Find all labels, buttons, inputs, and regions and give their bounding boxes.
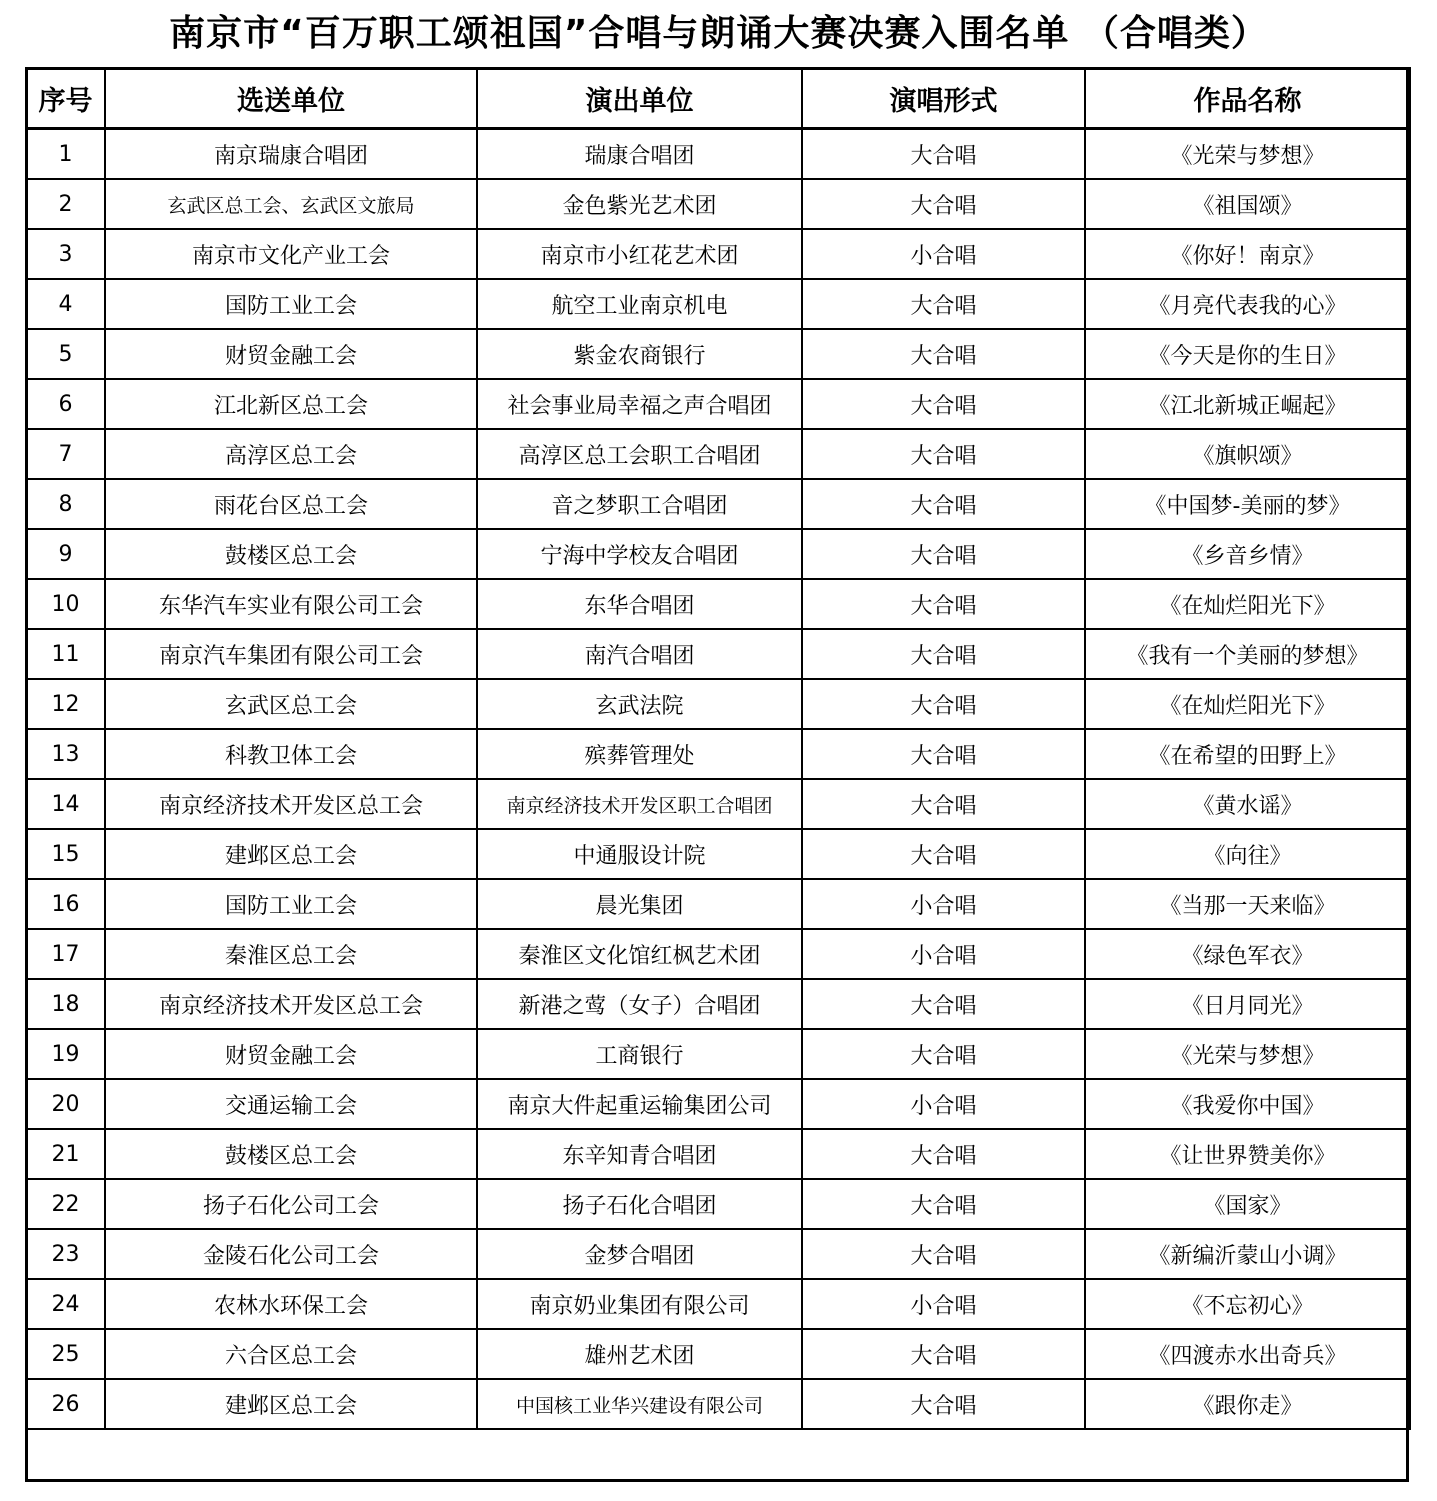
cell-work-title: 《祖国颂》 — [1085, 179, 1410, 229]
cell-submitting-unit: 雨花台区总工会 — [105, 479, 477, 529]
cell-index: 25 — [26, 1329, 105, 1379]
cell-performance-form: 大合唱 — [802, 1329, 1085, 1379]
cell-performing-unit: 秦淮区文化馆红枫艺术团 — [477, 929, 802, 979]
cell-index: 18 — [26, 979, 105, 1029]
header-performance-form: 演唱形式 — [802, 68, 1085, 129]
cell-work-title: 《黄水谣》 — [1085, 779, 1410, 829]
cell-performance-form: 大合唱 — [802, 179, 1085, 229]
table-row — [26, 1329, 1410, 1379]
cell-submitting-unit: 南京汽车集团有限公司工会 — [105, 629, 477, 679]
table-row — [26, 229, 1410, 279]
cell-work-title: 《新编沂蒙山小调》 — [1085, 1229, 1410, 1279]
cell-performing-unit: 南京市小红花艺术团 — [477, 229, 802, 279]
cell-performing-unit: 殡葬管理处 — [477, 729, 802, 779]
cell-performance-form: 大合唱 — [802, 1129, 1085, 1179]
cell-performing-unit: 玄武法院 — [477, 679, 802, 729]
cell-index: 8 — [26, 479, 105, 529]
cell-submitting-unit: 玄武区总工会 — [105, 679, 477, 729]
table-row — [26, 1029, 1410, 1079]
document-title: 南京市“百万职工颂祖国”合唱与朗诵大赛决赛入围名单 （合唱类） — [169, 13, 1268, 54]
cell-index: 5 — [26, 329, 105, 379]
cell-work-title: 《江北新城正崛起》 — [1085, 379, 1410, 429]
cell-performing-unit: 音之梦职工合唱团 — [477, 479, 802, 529]
cell-performing-unit: 瑞康合唱团 — [477, 129, 802, 180]
cell-work-title: 《日月同光》 — [1085, 979, 1410, 1029]
table-row — [26, 129, 1410, 180]
cell-performance-form: 小合唱 — [802, 1079, 1085, 1129]
cell-performance-form: 大合唱 — [802, 1029, 1085, 1079]
cell-work-title: 《乡音乡情》 — [1085, 529, 1410, 579]
cell-performing-unit: 紫金农商银行 — [477, 329, 802, 379]
cell-index: 26 — [26, 1379, 105, 1429]
cell-index: 3 — [26, 229, 105, 279]
table-row — [26, 1079, 1410, 1129]
cell-work-title: 《绿色军衣》 — [1085, 929, 1410, 979]
cell-index: 20 — [26, 1079, 105, 1129]
cell-submitting-unit: 交通运输工会 — [105, 1079, 477, 1129]
cell-performing-unit: 新港之莺（女子）合唱团 — [477, 979, 802, 1029]
table-row — [26, 879, 1410, 929]
cell-index: 24 — [26, 1279, 105, 1329]
cell-submitting-unit: 农林水环保工会 — [105, 1279, 477, 1329]
cell-work-title: 《在希望的田野上》 — [1085, 729, 1410, 779]
header-work-title: 作品名称 — [1085, 68, 1410, 129]
table-row — [26, 829, 1410, 879]
header-index: 序号 — [26, 68, 105, 129]
table-row — [26, 529, 1410, 579]
cell-index: 4 — [26, 279, 105, 329]
cell-performance-form: 大合唱 — [802, 979, 1085, 1029]
table-row — [26, 679, 1410, 729]
cell-index: 2 — [26, 179, 105, 229]
table-body — [26, 129, 1410, 1430]
header-submitting-unit: 选送单位 — [105, 68, 477, 129]
header-performing-unit: 演出单位 — [477, 68, 802, 129]
cell-index: 7 — [26, 429, 105, 479]
cell-work-title: 《旗帜颂》 — [1085, 429, 1410, 479]
cell-submitting-unit: 六合区总工会 — [105, 1329, 477, 1379]
cell-performance-form: 大合唱 — [802, 379, 1085, 429]
cell-performance-form: 大合唱 — [802, 479, 1085, 529]
cell-index: 15 — [26, 829, 105, 879]
cell-performing-unit: 南汽合唱团 — [477, 629, 802, 679]
table-row — [26, 1229, 1410, 1279]
cell-performing-unit: 高淳区总工会职工合唱团 — [477, 429, 802, 479]
table-row — [26, 329, 1410, 379]
cell-work-title: 《国家》 — [1085, 1179, 1410, 1229]
cell-performance-form: 大合唱 — [802, 679, 1085, 729]
cell-submitting-unit: 财贸金融工会 — [105, 329, 477, 379]
table-row — [26, 1129, 1410, 1179]
cell-work-title: 《光荣与梦想》 — [1085, 1029, 1410, 1079]
table-row — [26, 179, 1410, 229]
cell-performing-unit: 金色紫光艺术团 — [477, 179, 802, 229]
cell-submitting-unit: 财贸金融工会 — [105, 1029, 477, 1079]
cell-performing-unit: 南京大件起重运输集团公司 — [477, 1079, 802, 1129]
cell-performing-unit: 中通服设计院 — [477, 829, 802, 879]
cell-index: 6 — [26, 379, 105, 429]
cell-index: 1 — [26, 129, 105, 180]
table-row — [26, 279, 1410, 329]
cell-performing-unit: 中国核工业华兴建设有限公司 — [477, 1379, 802, 1429]
table-row — [26, 979, 1410, 1029]
cell-submitting-unit: 东华汽车实业有限公司工会 — [105, 579, 477, 629]
cell-submitting-unit: 鼓楼区总工会 — [105, 529, 477, 579]
cell-performance-form: 大合唱 — [802, 579, 1085, 629]
cell-performing-unit: 工商银行 — [477, 1029, 802, 1079]
cell-index: 17 — [26, 929, 105, 979]
cell-performing-unit: 雄州艺术团 — [477, 1329, 802, 1379]
cell-index: 12 — [26, 679, 105, 729]
cell-work-title: 《在灿烂阳光下》 — [1085, 679, 1410, 729]
cell-submitting-unit: 国防工业工会 — [105, 879, 477, 929]
cell-work-title: 《跟你走》 — [1085, 1379, 1410, 1429]
cell-work-title: 《让世界赞美你》 — [1085, 1129, 1410, 1179]
cell-submitting-unit: 国防工业工会 — [105, 279, 477, 329]
table-row — [26, 1279, 1410, 1329]
cell-submitting-unit: 建邺区总工会 — [105, 1379, 477, 1429]
cell-work-title: 《今天是你的生日》 — [1085, 329, 1410, 379]
cell-performance-form: 小合唱 — [802, 229, 1085, 279]
cell-performing-unit: 南京经济技术开发区职工合唱团 — [477, 779, 802, 829]
table-row — [26, 479, 1410, 529]
cell-performance-form: 大合唱 — [802, 529, 1085, 579]
table-row — [26, 1379, 1410, 1429]
finalist-table — [25, 67, 1411, 1430]
cell-submitting-unit: 建邺区总工会 — [105, 829, 477, 879]
cell-performance-form: 大合唱 — [802, 279, 1085, 329]
cell-performance-form: 小合唱 — [802, 879, 1085, 929]
cell-performance-form: 大合唱 — [802, 1179, 1085, 1229]
cell-performance-form: 大合唱 — [802, 779, 1085, 829]
cell-work-title: 《我爱你中国》 — [1085, 1079, 1410, 1129]
cell-performance-form: 大合唱 — [802, 329, 1085, 379]
cell-work-title: 《不忘初心》 — [1085, 1279, 1410, 1329]
cell-work-title: 《当那一天来临》 — [1085, 879, 1410, 929]
cell-performing-unit: 东华合唱团 — [477, 579, 802, 629]
cell-submitting-unit: 科教卫体工会 — [105, 729, 477, 779]
cell-submitting-unit: 南京经济技术开发区总工会 — [105, 979, 477, 1029]
cell-performance-form: 大合唱 — [802, 729, 1085, 779]
table-row — [26, 429, 1410, 479]
cell-performance-form: 大合唱 — [802, 829, 1085, 879]
cell-submitting-unit: 鼓楼区总工会 — [105, 1129, 477, 1179]
cell-performance-form: 小合唱 — [802, 929, 1085, 979]
cell-work-title: 《四渡赤水出奇兵》 — [1085, 1329, 1410, 1379]
cell-index: 11 — [26, 629, 105, 679]
cell-performing-unit: 航空工业南京机电 — [477, 279, 802, 329]
cell-submitting-unit: 秦淮区总工会 — [105, 929, 477, 979]
cell-performing-unit: 社会事业局幸福之声合唱团 — [477, 379, 802, 429]
table-row — [26, 579, 1410, 629]
cell-work-title: 《我有一个美丽的梦想》 — [1085, 629, 1410, 679]
table-row — [26, 1179, 1410, 1229]
cell-work-title: 《在灿烂阳光下》 — [1085, 579, 1410, 629]
cell-index: 19 — [26, 1029, 105, 1079]
cell-index: 21 — [26, 1129, 105, 1179]
table-row — [26, 929, 1410, 979]
cell-performing-unit: 晨光集团 — [477, 879, 802, 929]
cell-submitting-unit: 金陵石化公司工会 — [105, 1229, 477, 1279]
cell-performing-unit: 宁海中学校友合唱团 — [477, 529, 802, 579]
cell-submitting-unit: 江北新区总工会 — [105, 379, 477, 429]
table-row — [26, 629, 1410, 679]
cell-index: 22 — [26, 1179, 105, 1229]
cell-work-title: 《月亮代表我的心》 — [1085, 279, 1410, 329]
cell-performance-form: 大合唱 — [802, 1229, 1085, 1279]
cell-work-title: 《你好！南京》 — [1085, 229, 1410, 279]
table-header-row — [26, 68, 1410, 129]
cell-performing-unit: 金梦合唱团 — [477, 1229, 802, 1279]
cell-submitting-unit: 南京瑞康合唱团 — [105, 129, 477, 180]
cell-index: 13 — [26, 729, 105, 779]
table-row — [26, 729, 1410, 779]
cell-work-title: 《光荣与梦想》 — [1085, 129, 1410, 180]
table-row — [26, 379, 1410, 429]
cell-index: 16 — [26, 879, 105, 929]
cell-submitting-unit: 高淳区总工会 — [105, 429, 477, 479]
cell-performance-form: 大合唱 — [802, 1379, 1085, 1429]
cell-performing-unit: 东辛知青合唱团 — [477, 1129, 802, 1179]
cell-work-title: 《中国梦-美丽的梦》 — [1085, 479, 1410, 529]
cell-index: 9 — [26, 529, 105, 579]
cell-performing-unit: 南京奶业集团有限公司 — [477, 1279, 802, 1329]
cell-submitting-unit: 南京市文化产业工会 — [105, 229, 477, 279]
cell-index: 10 — [26, 579, 105, 629]
cell-performance-form: 大合唱 — [802, 629, 1085, 679]
cell-index: 14 — [26, 779, 105, 829]
cell-index: 23 — [26, 1229, 105, 1279]
cell-performing-unit: 扬子石化合唱团 — [477, 1179, 802, 1229]
cell-submitting-unit: 扬子石化公司工会 — [105, 1179, 477, 1229]
cell-performance-form: 大合唱 — [802, 129, 1085, 180]
table-row — [26, 779, 1410, 829]
cell-work-title: 《向往》 — [1085, 829, 1410, 879]
cell-performance-form: 大合唱 — [802, 429, 1085, 479]
cell-submitting-unit: 玄武区总工会、玄武区文旅局 — [105, 179, 477, 229]
cell-performance-form: 小合唱 — [802, 1279, 1085, 1329]
cell-submitting-unit: 南京经济技术开发区总工会 — [105, 779, 477, 829]
